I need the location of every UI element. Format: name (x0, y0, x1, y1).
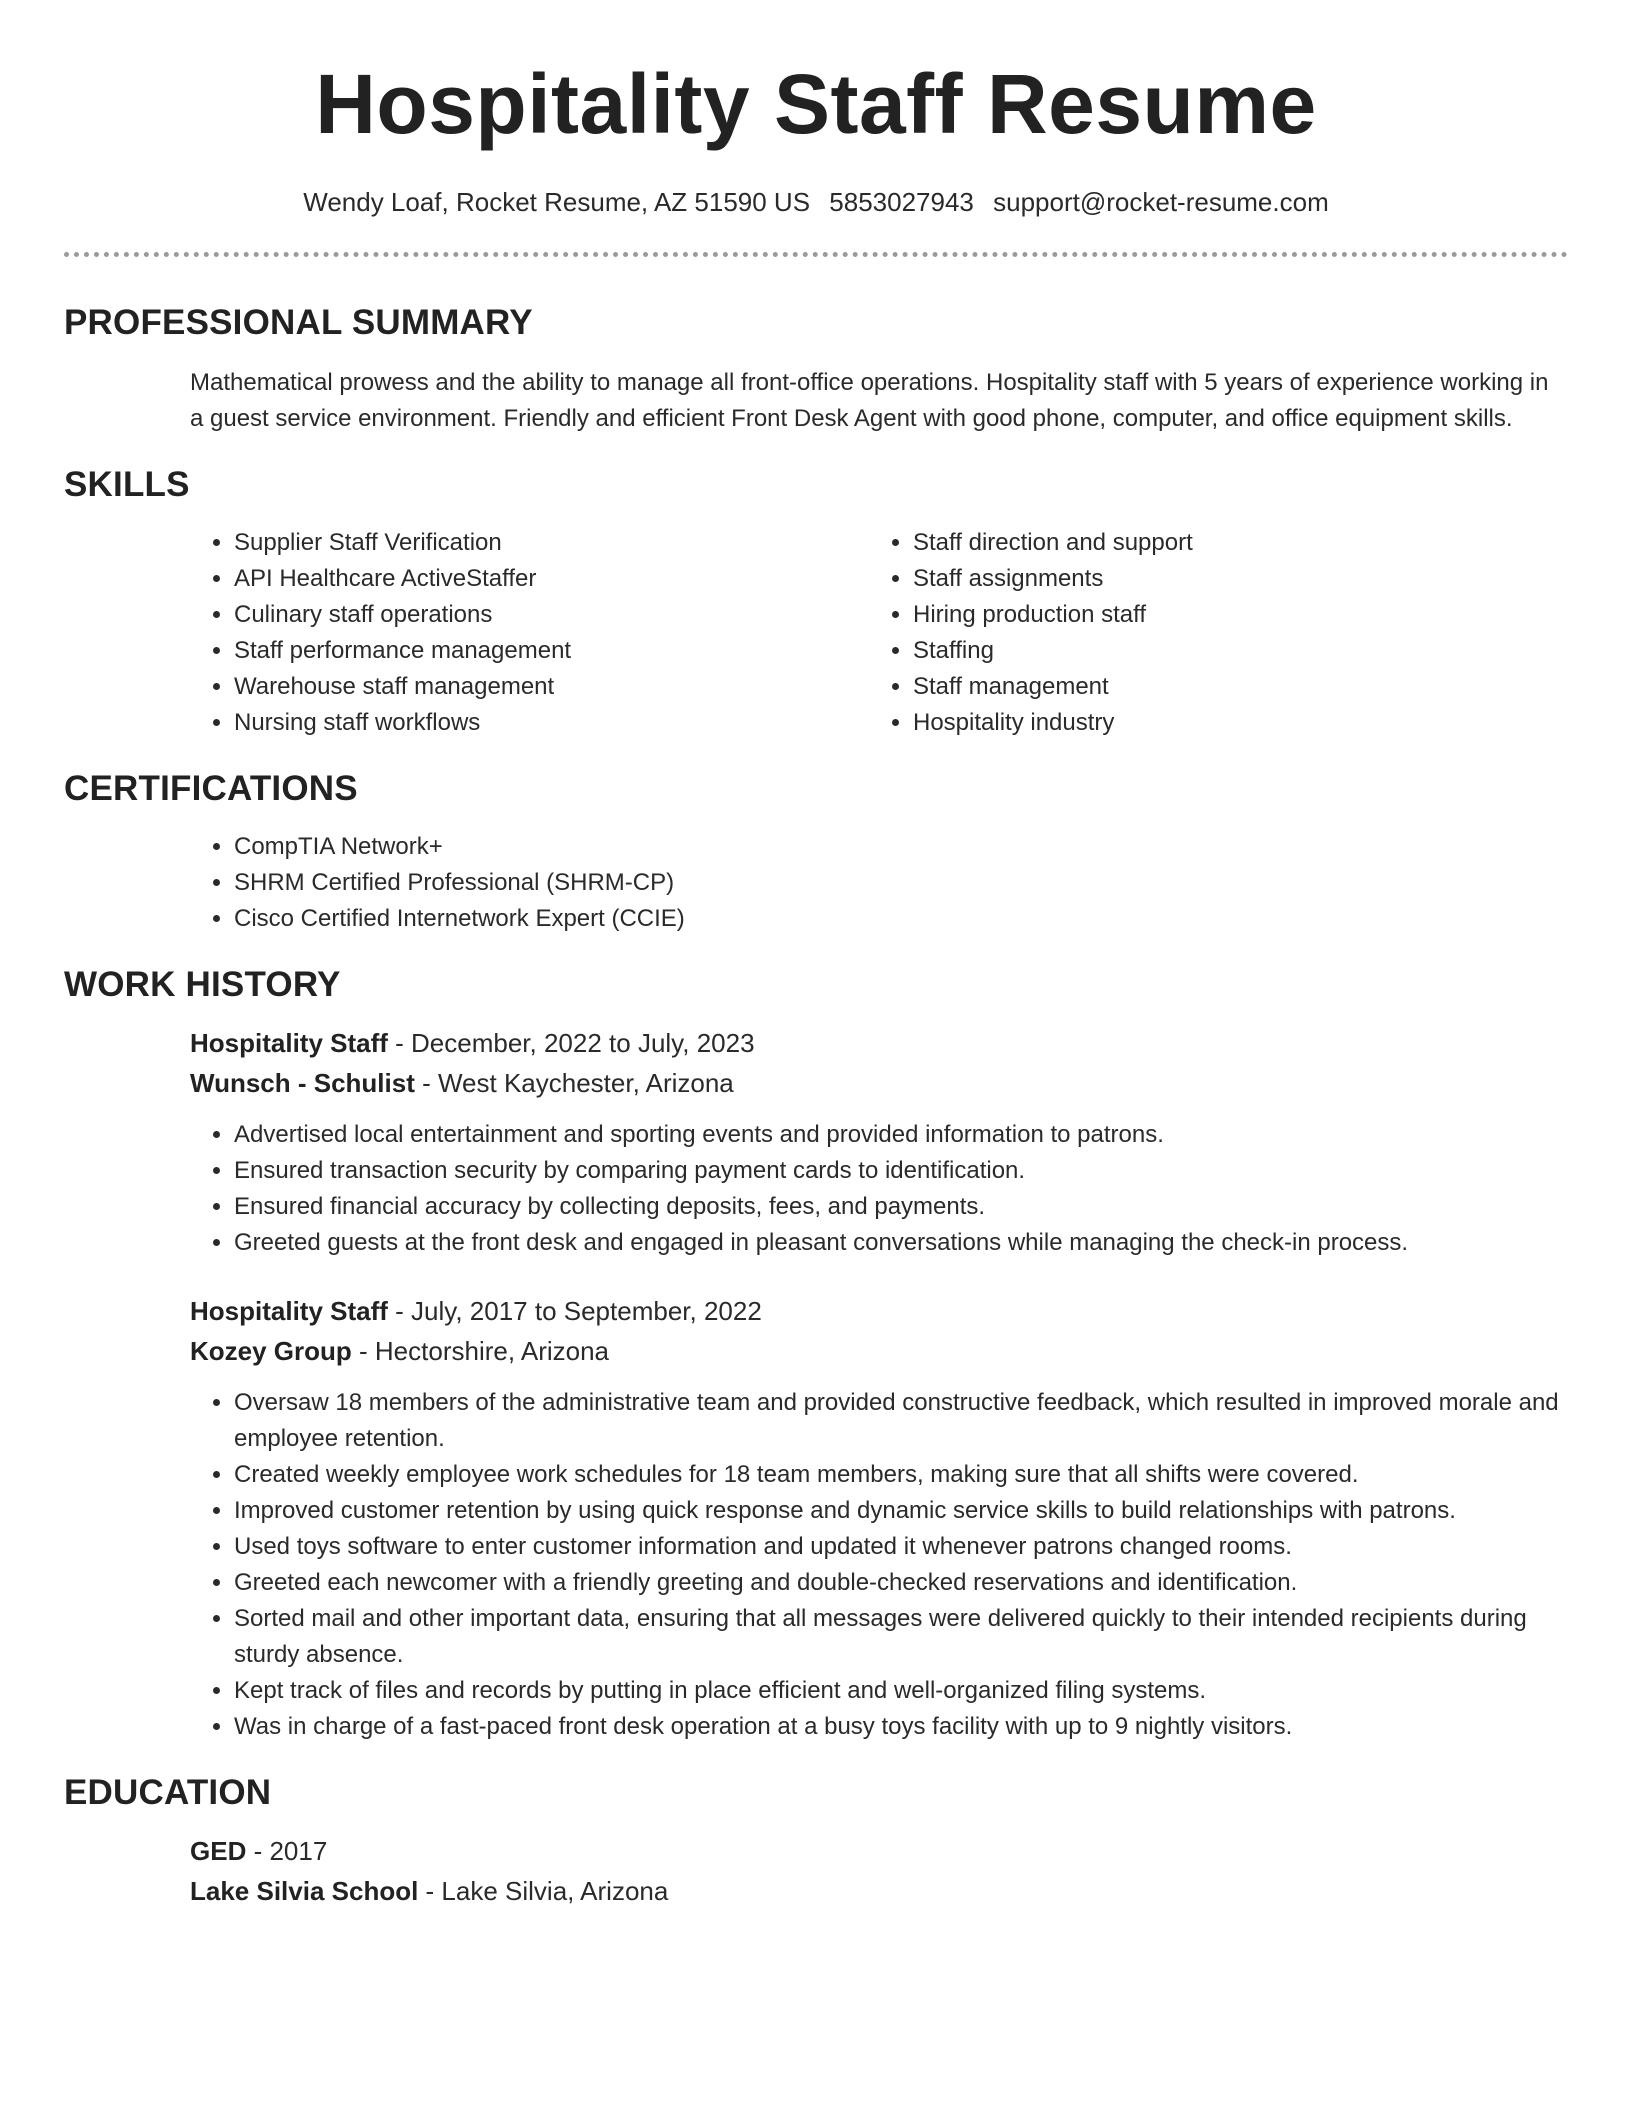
skill-item: • API Healthcare ActiveStaffer (234, 561, 869, 597)
job-dates: - December, 2022 to July, 2023 (387, 1028, 755, 1058)
education-degree: GED (190, 1836, 247, 1866)
skill-item: • Hospitality industry (913, 705, 1548, 741)
certification-item: • SHRM Certified Professional (SHRM-CP) (234, 865, 1568, 901)
certification-item: • CompTIA Network+ (234, 829, 1568, 865)
skills-column-right (869, 525, 1548, 741)
education-degree-line (190, 1831, 1568, 1871)
education-section (64, 1771, 1568, 1911)
job-entry (190, 1023, 1568, 1261)
skill-item: • Warehouse staff management (234, 669, 869, 705)
job-title-line (190, 1023, 1568, 1063)
job-bullet: • Created weekly employee work schedules for 18 team members, making sure that all shifts were covered. (234, 1457, 1568, 1493)
job-bullet: • Greeted guests at the front desk and engaged in pleasant conversations while managing the check-in process. (234, 1225, 1568, 1261)
job-bullet: • Used toys software to enter customer information and updated it whenever patrons changed rooms. (234, 1529, 1568, 1565)
job-location: - West Kaychester, Arizona (414, 1068, 734, 1098)
resume-title: Hospitality Staff Resume (315, 57, 1317, 151)
summary-text: Mathematical prowess and the ability to manage all front-office operations. Hospitality staff with 5 years of experience working in a guest service environment. Friendly and efficient Front Desk Agent with good phone, computer, and office equipment skills. (190, 369, 1549, 432)
job-company-line (190, 1331, 1568, 1371)
skills-column-left (190, 525, 869, 741)
skill-item: • Nursing staff workflows (234, 705, 869, 741)
contact-address: Wendy Loaf, Rocket Resume, AZ 51590 US (303, 187, 811, 217)
skills-heading: SKILLS (64, 465, 190, 504)
skill-item: • Staff management (913, 669, 1548, 705)
certifications-section (64, 767, 1568, 937)
job-title: Hospitality Staff (190, 1296, 388, 1326)
job-bullet: • Oversaw 18 members of the administrative team and provided constructive feedback, which resulted in improved morale and employee retention. (234, 1385, 1568, 1457)
certification-item: • Cisco Certified Internetwork Expert (CCIE) (234, 901, 1568, 937)
education-school-line (190, 1871, 1568, 1911)
certifications-heading: CERTIFICATIONS (64, 769, 358, 808)
skill-item: • Hiring production staff (913, 597, 1548, 633)
header-divider (64, 252, 1568, 257)
work-history-section (64, 963, 1568, 1745)
job-entry (190, 1291, 1568, 1745)
summary-section (64, 301, 1568, 437)
skill-item: • Staff direction and support (913, 525, 1548, 561)
contact-phone: 5853027943 (829, 187, 974, 217)
education-heading: EDUCATION (64, 1773, 272, 1812)
job-company: Kozey Group (190, 1336, 352, 1366)
skill-item: • Culinary staff operations (234, 597, 869, 633)
job-bullet: • Ensured transaction security by comparing payment cards to identification. (234, 1153, 1568, 1189)
job-dates: - July, 2017 to September, 2022 (387, 1296, 762, 1326)
job-title-line (190, 1291, 1568, 1331)
job-title: Hospitality Staff (190, 1028, 388, 1058)
job-bullet: • Ensured financial accuracy by collecting deposits, fees, and payments. (234, 1189, 1568, 1225)
job-location: - Hectorshire, Arizona (351, 1336, 610, 1366)
job-company: Wunsch - Schulist (190, 1068, 415, 1098)
education-year: - 2017 (246, 1836, 328, 1866)
work-history-heading: WORK HISTORY (64, 965, 341, 1004)
skill-item: • Staffing (913, 633, 1548, 669)
job-bullet: • Improved customer retention by using quick response and dynamic service skills to build relationships with patrons. (234, 1493, 1568, 1529)
contact-line (64, 184, 1568, 220)
contact-email: support@rocket-resume.com (993, 187, 1329, 217)
job-bullet: • Kept track of files and records by putting in place efficient and well-organized filing systems. (234, 1673, 1568, 1709)
skills-grid (190, 525, 1568, 741)
skills-section (64, 463, 1568, 741)
job-bullet: • Advertised local entertainment and sporting events and provided information to patrons. (234, 1117, 1568, 1153)
job-company-line (190, 1063, 1568, 1103)
job-bullet: • Was in charge of a fast-paced front desk operation at a busy toys facility with up to 9 nightly visitors. (234, 1709, 1568, 1745)
education-location: - Lake Silvia, Arizona (418, 1876, 669, 1906)
job-bullet: • Sorted mail and other important data, ensuring that all messages were delivered quickly to their intended recipients during sturdy absence. (234, 1601, 1568, 1673)
skill-item: • Staff performance management (234, 633, 869, 669)
skill-item: • Supplier Staff Verification (234, 525, 869, 561)
skill-item: • Staff assignments (913, 561, 1548, 597)
job-bullet: • Greeted each newcomer with a friendly greeting and double-checked reservations and identification. (234, 1565, 1568, 1601)
education-school: Lake Silvia School (190, 1876, 419, 1906)
summary-heading: PROFESSIONAL SUMMARY (64, 303, 533, 342)
